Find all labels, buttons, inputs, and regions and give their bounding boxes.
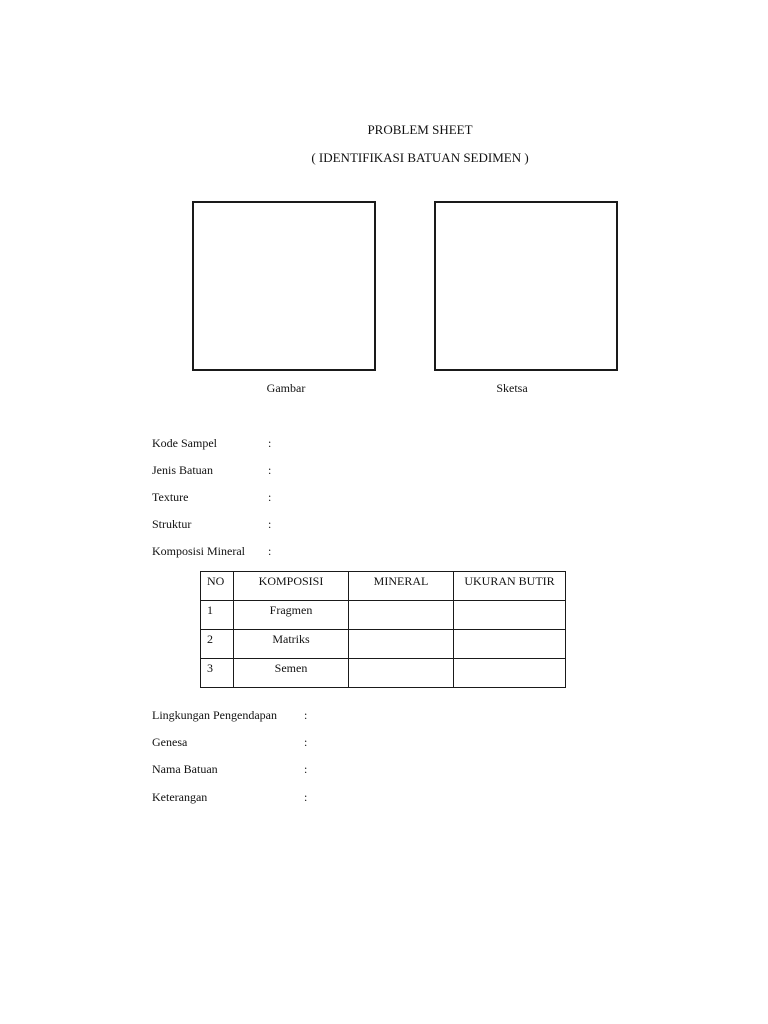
- field-colon: :: [304, 790, 308, 804]
- field-colon: :: [268, 463, 272, 477]
- field-label-nama-batuan: Nama Batuan: [152, 762, 218, 776]
- header-komposisi: KOMPOSISI: [234, 572, 349, 601]
- gambar-caption: Gambar: [266, 381, 306, 395]
- cell-mineral[interactable]: [349, 601, 454, 630]
- header-no: NO: [201, 572, 234, 601]
- page-subtitle: ( IDENTIFIKASI BATUAN SEDIMEN ): [311, 150, 529, 165]
- field-colon: :: [268, 490, 272, 504]
- cell-no: 3: [201, 659, 234, 688]
- cell-no: 2: [201, 630, 234, 659]
- field-label-jenis-batuan: Jenis Batuan: [152, 463, 213, 477]
- field-label-struktur: Struktur: [152, 517, 192, 531]
- cell-ukuran-butir[interactable]: [454, 630, 566, 659]
- cell-mineral[interactable]: [349, 630, 454, 659]
- field-label-genesa: Genesa: [152, 735, 188, 749]
- komposisi-table: [200, 571, 566, 688]
- field-colon: :: [268, 436, 272, 450]
- field-colon: :: [304, 708, 308, 722]
- table-row: [201, 630, 566, 659]
- field-colon: :: [268, 517, 272, 531]
- header-ukuran-butir: UKURAN BUTIR: [454, 572, 566, 601]
- header-mineral: MINERAL: [349, 572, 454, 601]
- cell-ukuran-butir[interactable]: [454, 659, 566, 688]
- table-row: [201, 659, 566, 688]
- cell-no: 1: [201, 601, 234, 630]
- field-colon: :: [268, 544, 272, 558]
- sketsa-box: [434, 201, 618, 371]
- cell-ukuran-butir[interactable]: [454, 601, 566, 630]
- gambar-box: [192, 201, 376, 371]
- cell-mineral[interactable]: [349, 659, 454, 688]
- field-label-komposisi-mineral: Komposisi Mineral: [152, 544, 245, 558]
- field-label-kode-sampel: Kode Sampel: [152, 436, 217, 450]
- cell-komposisi: Matriks: [234, 630, 349, 659]
- field-label-lingkungan-pengendapan: Lingkungan Pengendapan: [152, 708, 277, 722]
- table-row: [201, 601, 566, 630]
- field-colon: :: [304, 735, 308, 749]
- table-header-row: [201, 572, 566, 601]
- field-colon: :: [304, 762, 308, 776]
- cell-komposisi: Fragmen: [234, 601, 349, 630]
- cell-komposisi: Semen: [234, 659, 349, 688]
- field-label-texture: Texture: [152, 490, 189, 504]
- sketsa-caption: Sketsa: [496, 381, 528, 395]
- field-label-keterangan: Keterangan: [152, 790, 208, 804]
- page-title: PROBLEM SHEET: [367, 122, 473, 137]
